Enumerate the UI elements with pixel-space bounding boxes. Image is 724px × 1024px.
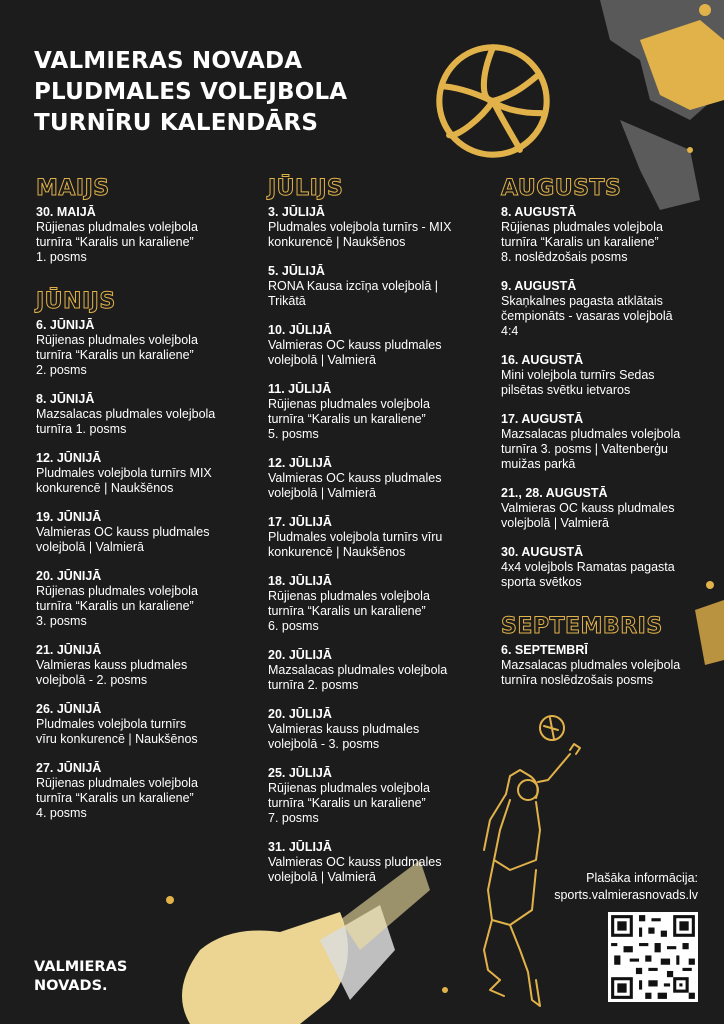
event-description: Valmieras OC kauss pludmales volejbolā | Valmierā <box>36 525 210 554</box>
page-title <box>34 46 347 139</box>
event-description: Mazsalacas pludmales volejbola turnīra 3. posms | Valtenberģu muižas parkā <box>501 427 681 471</box>
event-description: Valmieras OC kauss pludmales volejbolā | Valmierā <box>501 501 675 530</box>
event-date: 8. AUGUSTĀ <box>501 205 577 219</box>
title-line: PLUDMALES VOLEJBOLA <box>34 79 348 105</box>
event-description: Mazsalacas pludmales volejbola turnīra 1. posms <box>36 407 216 436</box>
month-heading: JŪNIJS <box>36 289 116 314</box>
event-description: Skaņkalnes pagasta atklātais čempionāts - vasaras volejbolā 4:4 <box>501 294 673 338</box>
event-item <box>36 318 266 378</box>
event-date: 17. AUGUSTĀ <box>501 412 584 426</box>
event-item <box>501 643 724 688</box>
event-description: Mini volejbola turnīrs Sedas pilsētas svētku ietvaros <box>501 368 655 397</box>
event-item <box>268 264 498 309</box>
event-date: 10. JŪLIJĀ <box>268 323 332 337</box>
event-description: Valmieras OC kauss pludmales volejbolā | Valmierā <box>268 855 442 884</box>
event-date: 27. JŪNIJĀ <box>36 761 102 775</box>
event-date: 30. AUGUSTĀ <box>501 545 584 559</box>
valmieras-novads-logo <box>34 958 127 996</box>
event-description: Rūjienas pludmales volejbola turnīra “Karalis un karaliene” 6. posms <box>268 589 430 633</box>
event-item <box>501 486 724 531</box>
event-date: 12. JŪNIJĀ <box>36 451 102 465</box>
title-line: TURNĪRU KALENDĀRS <box>34 110 319 136</box>
month-heading: AUGUSTS <box>501 176 622 201</box>
event-description: Pludmales volejbola turnīrs vīru konkurencē | Naukšēnos <box>268 530 443 559</box>
event-date: 19. JŪNIJĀ <box>36 510 102 524</box>
event-date: 20. JŪLIJĀ <box>268 707 332 721</box>
event-date: 3. JŪLIJĀ <box>268 205 325 219</box>
event-item <box>36 510 266 555</box>
event-item <box>501 545 724 590</box>
event-date: 6. JŪNIJĀ <box>36 318 95 332</box>
event-description: Rūjienas pludmales volejbola turnīra “Karalis un karaliene” 7. posms <box>268 781 430 825</box>
event-item <box>36 643 266 688</box>
event-date: 25. JŪLIJĀ <box>268 766 332 780</box>
event-description: Rūjienas pludmales volejbola turnīra “Karalis un karaliene” 8. noslēdzošais posms <box>501 220 663 264</box>
event-date: 26. JŪNIJĀ <box>36 702 102 716</box>
event-description: Mazsalacas pludmales volejbola turnīra 2. posms <box>268 663 448 692</box>
event-date: 5. JŪLIJĀ <box>268 264 325 278</box>
event-item <box>268 323 498 368</box>
logo-line: NOVADS. <box>34 978 108 994</box>
event-item <box>268 456 498 501</box>
calendar-column-2 <box>268 176 498 899</box>
event-description: Valmieras OC kauss pludmales volejbolā | Valmierā <box>268 471 442 500</box>
event-item <box>36 761 266 821</box>
event-item <box>268 205 498 250</box>
event-description: Rūjienas pludmales volejbola turnīra “Karalis un karaliene” 1. posms <box>36 220 198 264</box>
event-date: 9. AUGUSTĀ <box>501 279 577 293</box>
calendar-column-3 <box>501 176 724 702</box>
event-item <box>36 451 266 496</box>
event-date: 18. JŪLIJĀ <box>268 574 332 588</box>
volleyball-icon <box>432 40 554 162</box>
event-description: Pludmales volejbola turnīrs MIX konkurencē | Naukšēnos <box>36 466 212 495</box>
event-item <box>268 382 498 442</box>
event-description: Mazsalacas pludmales volejbola turnīra noslēdzošais posms <box>501 658 681 687</box>
volleyball-player-illustration <box>470 710 600 1015</box>
month-heading: MAIJS <box>36 176 110 201</box>
logo-line: VALMIERAS <box>34 959 128 975</box>
event-item <box>501 279 724 339</box>
title-line: VALMIERAS NOVADA <box>34 48 303 74</box>
event-date: 8. JŪNIJĀ <box>36 392 95 406</box>
qr-code <box>608 912 698 1002</box>
event-item <box>36 392 266 437</box>
event-description: Rūjienas pludmales volejbola turnīra “Karalis un karaliene” 3. posms <box>36 584 198 628</box>
month-heading: SEPTEMBRIS <box>501 614 663 639</box>
event-item <box>268 648 498 693</box>
event-item <box>36 702 266 747</box>
event-item <box>268 766 498 826</box>
event-description: Valmieras kauss pludmales volejbolā - 3. posms <box>268 722 420 751</box>
info-url[interactable]: sports.valmierasnovads.lv <box>554 888 698 902</box>
event-date: 17. JŪLIJĀ <box>268 515 332 529</box>
event-item <box>36 205 266 265</box>
info-label: Plašāka informācija: <box>586 871 698 885</box>
event-description: Valmieras OC kauss pludmales volejbolā | Valmierā <box>268 338 442 367</box>
event-date: 16. AUGUSTĀ <box>501 353 584 367</box>
event-date: 20. JŪLIJĀ <box>268 648 332 662</box>
event-date: 30. MAIJĀ <box>36 205 96 219</box>
event-item <box>501 412 724 472</box>
calendar-column-1 <box>36 176 266 835</box>
event-date: 6. SEPTEMBRĪ <box>501 643 588 657</box>
month-heading: JŪLIJS <box>268 176 344 201</box>
event-item <box>268 707 498 752</box>
event-date: 20. JŪNIJĀ <box>36 569 102 583</box>
event-description: Valmieras kauss pludmales volejbolā - 2. posms <box>36 658 188 687</box>
event-item <box>501 353 724 398</box>
event-date: 12. JŪLIJĀ <box>268 456 332 470</box>
event-date: 11. JŪLIJĀ <box>268 382 332 396</box>
event-item <box>268 574 498 634</box>
event-item <box>268 515 498 560</box>
event-description: Pludmales volejbola turnīrs - MIX konkurencē | Naukšēnos <box>268 220 452 249</box>
event-description: 4x4 volejbols Ramatas pagasta sporta svētkos <box>501 560 675 589</box>
event-item <box>501 205 724 265</box>
event-item <box>36 569 266 629</box>
event-date: 31. JŪLIJĀ <box>268 840 332 854</box>
event-date: 21., 28. AUGUSTĀ <box>501 486 608 500</box>
event-description: Rūjienas pludmales volejbola turnīra “Karalis un karaliene” 2. posms <box>36 333 198 377</box>
event-description: Rūjienas pludmales volejbola turnīra “Karalis un karaliene” 4. posms <box>36 776 198 820</box>
info-block <box>554 870 698 904</box>
event-item <box>268 840 498 885</box>
event-description: RONA Kausa izcīņa volejbolā | Trikātā <box>268 279 439 308</box>
event-date: 21. JŪNIJĀ <box>36 643 102 657</box>
event-description: Pludmales volejbola turnīrs vīru konkurencē | Naukšēnos <box>36 717 198 746</box>
event-description: Rūjienas pludmales volejbola turnīra “Karalis un karaliene” 5. posms <box>268 397 430 441</box>
